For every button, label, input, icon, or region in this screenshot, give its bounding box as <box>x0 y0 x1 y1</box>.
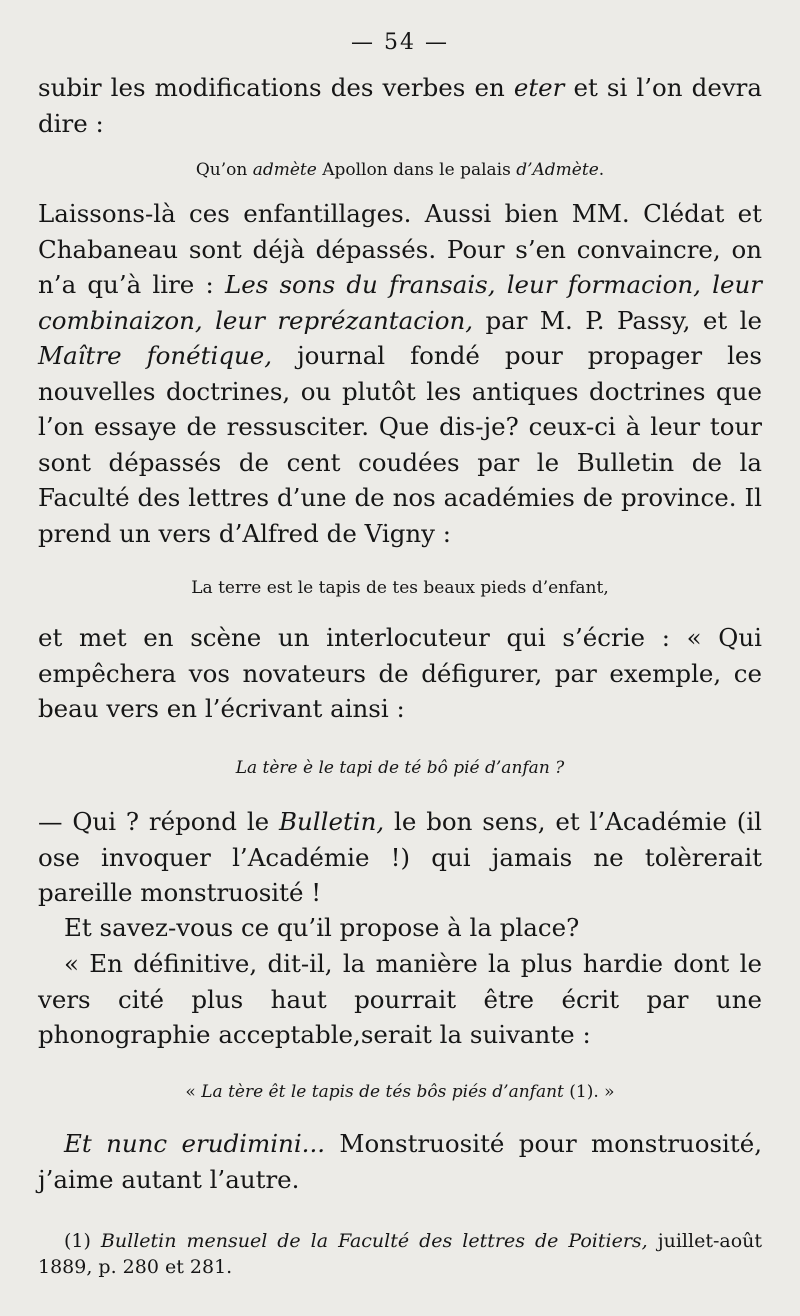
paragraph-3: et met en scène un interlocuteur qui s’écrie : « Qui empêchera vos novateurs de défigurer, par exemple, ce beau vers en l’écrivant ainsi : <box>38 623 762 723</box>
footnote: (1) Bulletin mensuel de la Faculté des lettres de Poitiers, juillet-août 1889, p. 280 et 281. <box>38 1230 763 1278</box>
paragraph-1: subir les modifications des verbes en eter et si l’on devra dire : <box>38 73 762 138</box>
quote-proposal: « La tère êt le tapis de tés bôs piés d’anfant (1). » <box>185 1082 615 1102</box>
quote-admete: Qu’on admète Apollon dans le palais d’Admète. <box>195 160 605 180</box>
quote-phonetic: La tère è le tapi de té bô pié d’anfan ? <box>235 758 565 778</box>
paragraph-4: — Qui ? répond le Bulletin, le bon sens, et l’Académie (il ose invoquer l’Académie !) qui jamais ne tolèrerait pareille monstruosité ! <box>38 807 762 907</box>
paragraph-6: « En définitive, dit-il, la manière la plus hardie dont le vers cité plus haut pourrait être écrit par une phonographie acceptable,serait la suivante : <box>38 949 762 1049</box>
paragraph-2: Laissons-là ces enfantillages. Aussi bien MM. Clédat et Chabaneau sont déjà dépassés. Pour s’en convaincre, on n’a qu’à lire : Les sons du fransais, leur formacion, leur combinaizon, leur reprézantacion, par M. P. Passy, et le Maître fonétique, journal fondé pour propager les nouvelles doctrines, ou plutôt les antiques doctrines que l’on essaye de ressusciter. Que dis-je? ceux-ci à leur tour sont dépassés de cent coudées par le Bulletin de la Faculté des lettres d’une de nos académies de province. Il prend un vers d’Alfred de Vigny : <box>38 199 763 548</box>
quote-vigny: La terre est le tapis de tes beaux pieds d’enfant, <box>191 578 609 598</box>
page-number: — 54 — <box>351 30 449 55</box>
paragraph-5: Et savez-vous ce qu’il propose à la place? <box>64 913 580 942</box>
paragraph-7: Et nunc erudimini... Monstruosité pour monstruosité, j’aime autant l’autre. <box>38 1129 763 1194</box>
